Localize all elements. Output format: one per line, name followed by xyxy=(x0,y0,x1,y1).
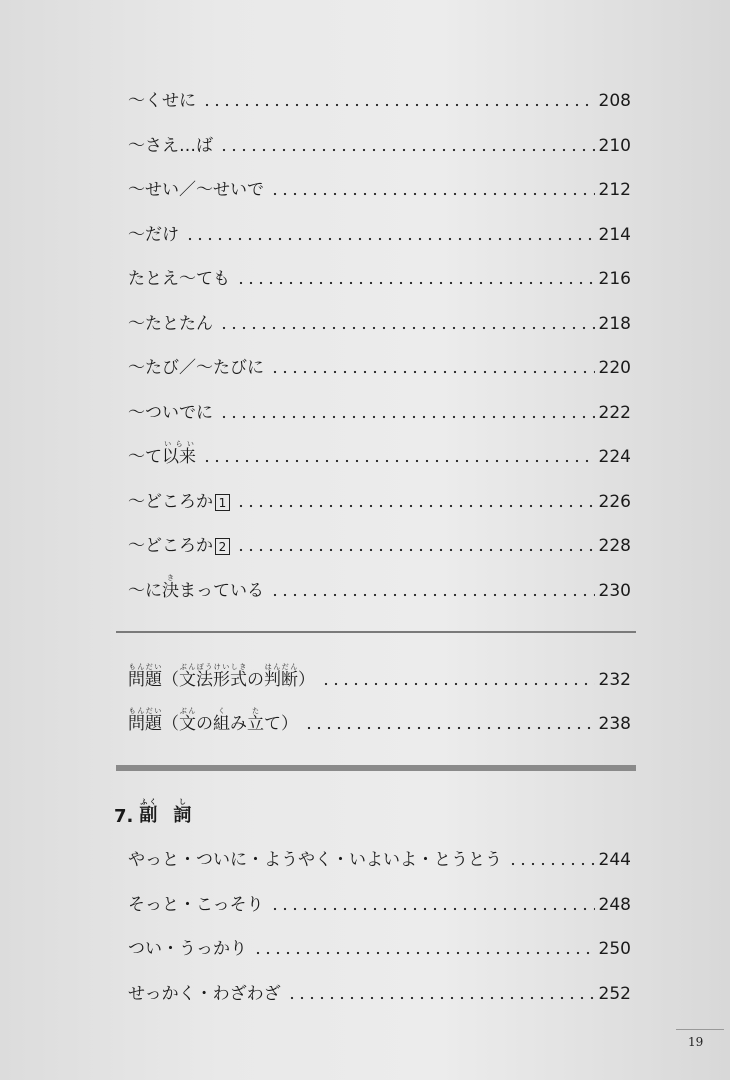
toc-entry[interactable] xyxy=(128,260,631,290)
entry-label: ～に 決き まっている xyxy=(128,574,264,601)
dot-leader xyxy=(236,281,595,285)
entry-page: 218 xyxy=(598,314,631,334)
entry-label: ～くせに xyxy=(128,91,196,111)
toc-entry[interactable] xyxy=(128,216,631,246)
entry-label: ～どころか 1 xyxy=(128,491,230,513)
entry-page: 226 xyxy=(598,492,631,512)
entry-label: やっと・ついに・ようやく・いよいよ・とうとう xyxy=(128,850,502,870)
entry-page: 248 xyxy=(598,895,631,915)
section-number: 7. xyxy=(114,806,134,827)
dot-leader xyxy=(253,951,595,955)
dot-leader xyxy=(236,504,595,508)
entry-page: 250 xyxy=(598,939,631,959)
entry-label: せっかく・わざわざ xyxy=(128,984,281,1004)
dot-leader xyxy=(202,459,595,463)
toc-entry[interactable] xyxy=(128,483,631,513)
toc-entry[interactable] xyxy=(128,171,631,201)
entry-label: 問題もんだい （ 文法形式ぶんぽうけいしき の 判断はんだん ） xyxy=(128,663,315,690)
dot-leader xyxy=(270,593,595,597)
dot-leader xyxy=(270,370,595,374)
toc-entry[interactable] xyxy=(128,82,631,112)
entry-label: ～さえ…ば xyxy=(128,136,213,156)
entry-page: 212 xyxy=(598,180,631,200)
toc-entry[interactable] xyxy=(128,438,631,468)
entry-label: ～どころか 2 xyxy=(128,535,230,557)
dot-leader xyxy=(270,907,595,911)
footer-rule xyxy=(676,1029,724,1030)
entry-page: 252 xyxy=(598,984,631,1004)
entry-label: ～ついでに xyxy=(128,403,213,423)
toc-entry[interactable] xyxy=(128,349,631,379)
dot-leader xyxy=(270,192,595,196)
entry-page: 214 xyxy=(598,225,631,245)
section-divider xyxy=(116,631,636,633)
entry-page: 222 xyxy=(598,403,631,423)
section-heading[interactable] xyxy=(114,793,191,827)
page-number: 19 xyxy=(688,1035,704,1049)
dot-leader xyxy=(508,862,595,866)
toc-entry[interactable] xyxy=(128,886,631,916)
toc-entry[interactable] xyxy=(128,394,631,424)
entry-label: 問題もんだい （ 文ぶん の 組く み 立た て） xyxy=(128,707,298,734)
chapter-divider xyxy=(116,765,636,771)
entry-page: 210 xyxy=(598,136,631,156)
toc-entry[interactable] xyxy=(128,127,631,157)
toc-entry[interactable] xyxy=(128,841,631,871)
entry-label: そっと・こっそり xyxy=(128,895,264,915)
number-box: 2 xyxy=(215,538,230,555)
entry-label: ～せい／～せいで xyxy=(128,180,264,200)
entry-label: ～たび／～たびに xyxy=(128,358,264,378)
entry-label: ～だけ xyxy=(128,225,179,245)
section-title-2: 詞し xyxy=(173,798,192,826)
dot-leader xyxy=(219,415,595,419)
toc-entry[interactable] xyxy=(128,975,631,1005)
toc-entry[interactable] xyxy=(128,572,631,602)
entry-label: ～たとたん xyxy=(128,314,213,334)
dot-leader xyxy=(202,103,595,107)
entry-page: 228 xyxy=(598,536,631,556)
entry-page: 232 xyxy=(598,670,631,690)
number-box: 1 xyxy=(215,494,230,511)
toc-entry[interactable] xyxy=(128,527,631,557)
toc-entry[interactable] xyxy=(128,305,631,335)
dot-leader xyxy=(304,726,595,730)
entry-page: 224 xyxy=(598,447,631,467)
entry-page: 216 xyxy=(598,269,631,289)
dot-leader xyxy=(185,237,595,241)
entry-page: 244 xyxy=(598,850,631,870)
toc-entry-problem[interactable] xyxy=(128,661,631,691)
dot-leader xyxy=(321,682,595,686)
toc-entry-problem[interactable] xyxy=(128,705,631,735)
entry-label: たとえ～ても xyxy=(128,269,230,289)
entry-label: ～て 以来いらい xyxy=(128,440,196,467)
section-title-1: 副ふく xyxy=(139,798,158,826)
toc-entry[interactable] xyxy=(128,930,631,960)
dot-leader xyxy=(219,148,595,152)
dot-leader xyxy=(219,326,595,330)
entry-page: 230 xyxy=(598,581,631,601)
entry-page: 220 xyxy=(598,358,631,378)
dot-leader xyxy=(236,548,595,552)
dot-leader xyxy=(287,996,595,1000)
entry-label: つい・うっかり xyxy=(128,939,247,959)
entry-page: 208 xyxy=(598,91,631,111)
entry-page: 238 xyxy=(598,714,631,734)
